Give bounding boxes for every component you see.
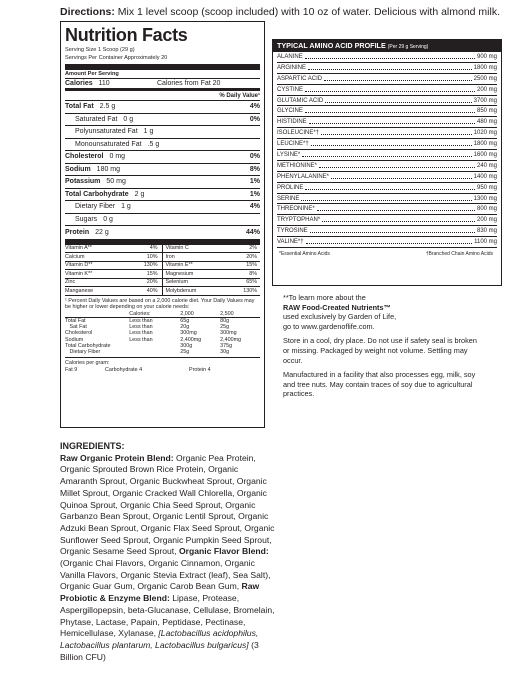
protein-blend-label: Raw Organic Protein Blend: (60, 452, 174, 463)
vitamin-dv: 65% (246, 279, 257, 286)
dv-table-header-cell: Calories: (129, 311, 180, 318)
nutrient-name: Sodium (65, 165, 91, 173)
daily-value-footnote: ¹ Percent Daily Values are based on a 2,000 calorie diet. Your Daily Values may be higher or lower depending on your calorie needs: (65, 297, 255, 311)
nutrient-dv: 0% (249, 153, 260, 161)
nutrient-dv: 1% (249, 178, 260, 186)
vitamin-cell (163, 279, 261, 288)
calories-per-gram (65, 360, 260, 373)
essential-note: *Essential Amino Acids (279, 251, 330, 258)
vitamin-name: Calcium (65, 253, 85, 260)
bcaa-note: †Branched Chain Amino Acids (425, 251, 493, 258)
leader-dots (306, 240, 473, 244)
servings-per-container: Servings Per Container Approximately 20 (65, 55, 168, 61)
amino-row (277, 172, 497, 183)
amino-value: 800 mg (476, 206, 497, 213)
nutrient-amount: 2 g (134, 190, 145, 198)
vitamin-cell (163, 287, 261, 296)
amino-value: 200 mg (476, 86, 497, 93)
nutrient-amount: 50 mg (106, 178, 126, 186)
nutrient-label (65, 191, 144, 198)
leader-dots (310, 229, 475, 233)
amino-name: ALANINE (277, 53, 303, 60)
ingredients-text (60, 453, 275, 664)
vitamin-dv: 130% (243, 287, 257, 294)
dv-table-row (65, 349, 260, 355)
nutrient-row (65, 126, 260, 139)
dv-table-cell: 2,400mg (180, 336, 202, 343)
amino-row (277, 85, 497, 96)
amino-name: PHENYLALANINE* (277, 173, 330, 180)
amino-value: 1020 mg (473, 130, 497, 137)
amino-name: ISOLEUCINE*† (277, 130, 320, 137)
amino-row (277, 117, 497, 128)
dv-table-cell: 30g (220, 348, 230, 355)
nutrient-label (75, 141, 159, 148)
amino-footer (279, 251, 493, 257)
nutrient-name: Polyunsaturated Fat (75, 128, 138, 136)
vitamin-name: Vitamin E** (165, 262, 193, 269)
calories-from-fat: Calories from Fat 20 (157, 80, 221, 87)
amino-name: SERINE (277, 195, 300, 202)
vitamin-dv: 15% (146, 270, 158, 277)
leader-dots (319, 164, 475, 168)
nutrient-label (65, 103, 115, 110)
calories-per-gram-label: Calories per gram: (65, 360, 110, 367)
vitamin-cell (163, 270, 261, 279)
vitamin-name: Vitamin A** (65, 245, 92, 252)
storage-note: Store in a cool, dry place. Do not use if safety seal is broken or missing. Packaged by weight not volume. Settling may occur. (283, 336, 477, 365)
dv-table-cell: Total Carbohydrate (65, 342, 111, 349)
amino-value: 900 mg (476, 53, 497, 60)
amino-name: TRYPTOPHAN* (277, 217, 321, 224)
dv-table-cell: 65g (180, 317, 190, 324)
dv-table-cell: 300g (180, 342, 193, 349)
amino-row (277, 204, 497, 215)
nutrient-row (65, 151, 260, 164)
amino-acid-panel (272, 39, 502, 286)
dv-table-cell (129, 349, 180, 355)
cpg-carb: Carbohydrate 4 (105, 366, 143, 373)
dv-table-cell: Sat Fat (65, 324, 87, 331)
learn-more (283, 293, 483, 331)
vitamin-cell (65, 253, 163, 262)
dv-table-cell: Less than (129, 317, 153, 324)
leader-dots (301, 197, 471, 201)
dv-table-row (65, 317, 260, 324)
nutrient-amount: 180 mg (96, 165, 121, 173)
leader-dots (322, 218, 475, 222)
vitamin-name: Vitamin C (165, 245, 189, 252)
amino-value: 1600 mg (473, 151, 497, 158)
vitamin-dv: 130% (143, 262, 158, 269)
flavor-blend-label: Organic Flavor Blend: (178, 546, 269, 557)
divider (65, 357, 260, 358)
probiotic-cfu: (3 Billion CFU) (60, 639, 259, 662)
allergen-note: Manufactured in a facility that also processes egg, milk, soy and tree nuts. May contain traces of soy due to agricultural practices. (283, 370, 476, 399)
nutrient-amount: 22 g (95, 228, 109, 236)
dv-table-cell: Sodium (65, 336, 84, 343)
nutrient-label (65, 178, 126, 185)
nutrient-row (65, 164, 260, 177)
vitamin-name: Manganese (65, 287, 94, 294)
amino-name: GLUTAMIC ACID (277, 97, 324, 104)
amino-row (277, 52, 497, 63)
amino-row (277, 74, 497, 85)
directions-label: Directions: (60, 6, 115, 18)
dv-table-header-cell: 2,500 (220, 311, 260, 318)
leader-dots (309, 120, 475, 124)
vitamin-grid (65, 245, 260, 296)
nutrient-row (65, 214, 260, 227)
amino-value: 1100 mg (474, 239, 497, 246)
vitamin-dv: 4% (149, 245, 158, 252)
leader-dots (305, 186, 475, 190)
dv-table-header-cell (65, 311, 129, 318)
leader-dots (321, 131, 472, 135)
nutrient-label (65, 153, 125, 160)
vitamin-name: Vitamin D** (65, 262, 93, 269)
nutrient-name: Protein (65, 228, 90, 236)
amino-row (277, 139, 497, 150)
amino-row (277, 237, 497, 248)
amino-name: METHIONINE* (277, 162, 318, 169)
leader-dots (305, 88, 475, 92)
vitamin-dv: 8% (249, 270, 257, 277)
probiotic-cultures: [Lactobacillus acidophilus, Lactobacillus plantarum, Lactobacillus bulgaricus] (60, 628, 259, 650)
nutrient-amount: 0 g (123, 115, 134, 123)
amino-row (277, 183, 497, 194)
amino-value: 950 mg (476, 184, 497, 191)
vitamin-dv: 2% (249, 245, 257, 252)
directions-text: Mix 1 level scoop (scoop included) with 10 oz of water. Delicious with almond milk. (117, 6, 501, 18)
learn-more-brand: RAW Food-Created Nutrients™ (283, 302, 391, 312)
amino-value: 200 mg (476, 217, 497, 224)
dv-table-cell: Less than (129, 330, 153, 337)
probiotic-blend-label: Raw Probiotic & Enzyme Blend: (60, 581, 260, 604)
nutrient-label (75, 203, 131, 210)
daily-value-table (65, 311, 260, 355)
nutrient-name: Potassium (65, 178, 101, 186)
amino-value: 1800 mg (473, 141, 497, 148)
amino-value: 2500 mg (473, 75, 497, 82)
nutrient-name: Dietary Fiber (75, 203, 116, 211)
nutrient-amount: 2.5 g (99, 103, 116, 111)
leader-dots (325, 99, 471, 103)
dv-table-cell: Total Fat (65, 317, 86, 324)
amino-row (277, 161, 497, 172)
amino-value: 240 mg (476, 162, 497, 169)
learn-more-line-1: **To learn more about the (283, 293, 366, 302)
amino-name: VALINE*† (277, 239, 304, 246)
dv-table-cell: 80g (220, 317, 230, 324)
flavor-blend: (Organic Chai Flavors, Organic Cinnamon, Organic Vanilla Flavors, Organic Stevia Extract (leaf), Sea Salt), Organic Guar Gum, Organic Carob Bean Gum, (60, 558, 271, 592)
serving-size: Serving Size 1 Scoop (29 g) (65, 47, 135, 53)
nutrition-facts-title: Nutrition Facts (65, 25, 188, 45)
amino-row (277, 128, 497, 139)
nutrient-amount: 1 g (143, 128, 154, 136)
amino-value: 1800 mg (473, 64, 497, 71)
nutrient-row (65, 114, 260, 127)
nutrient-label (65, 229, 109, 236)
calories-row (65, 79, 260, 91)
learn-more-line-3: go to www.gardenoflife.com. (283, 321, 375, 331)
nutrient-row (65, 176, 260, 189)
nutrient-row (65, 101, 260, 114)
vitamin-dv: 20% (246, 253, 257, 260)
vitamin-name: Zinc (65, 279, 76, 286)
amino-value: 830 mg (476, 228, 497, 235)
vitamin-name: Iron (165, 253, 175, 260)
amino-name: ARGININE (277, 64, 307, 71)
leader-dots (311, 142, 472, 146)
vitamin-cell (65, 270, 163, 279)
vitamin-name: Selenium (165, 279, 188, 286)
learn-more-line-2: used exclusively by Garden of Life, (283, 312, 397, 322)
amino-name: TYROSINE (277, 228, 308, 235)
amount-per-serving: Amount Per Serving (65, 70, 260, 79)
nutrient-row (65, 201, 260, 214)
amino-value: 850 mg (476, 108, 497, 115)
amino-acid-title (273, 40, 501, 52)
vitamin-cell (65, 287, 163, 296)
amino-row (277, 96, 497, 107)
dv-table-cell: 2,400mg (220, 336, 242, 343)
calories-label: Calories (65, 80, 93, 87)
dv-table-cell: 25g (220, 324, 230, 331)
nutrient-dv: 8% (249, 165, 260, 173)
dv-table-cell: 20g (180, 324, 190, 331)
notes-block (283, 293, 483, 404)
vitamin-cell (163, 245, 261, 254)
amino-row (277, 215, 497, 226)
nutrient-name: Sugars (75, 215, 98, 223)
nutrient-name: Monounsaturated Fat (75, 140, 142, 148)
nutrient-dv: 4% (249, 103, 260, 111)
dv-table-cell: Cholesterol (65, 330, 93, 337)
vitamin-cell (163, 262, 261, 271)
amino-name: HISTIDINE (277, 119, 307, 126)
vitamin-name: Molybdenum (165, 287, 197, 294)
calories-cell (65, 80, 157, 87)
dv-table-cell: 300mg (220, 330, 237, 337)
amino-row (277, 106, 497, 117)
directions (60, 6, 500, 19)
nutrient-amount: .5 g (147, 140, 160, 148)
vitamin-cell (163, 253, 261, 262)
leader-dots (324, 77, 472, 81)
amino-name: LEUCINE*† (277, 141, 309, 148)
vitamin-cell (65, 245, 163, 254)
amino-name: LYSINE* (277, 151, 301, 158)
nutrient-amount: 0 g (103, 215, 113, 223)
vitamin-dv: 20% (146, 279, 158, 286)
nutrient-name: Total Carbohydrate (65, 190, 129, 198)
nutrition-facts-panel (60, 21, 265, 428)
amino-name: ASPARTIC ACID (277, 75, 323, 82)
dv-table-cell: Less than (129, 336, 153, 343)
amino-name: PROLINE (277, 184, 304, 191)
dv-table-cell: Less than (129, 324, 153, 331)
amino-value: 1400 mg (473, 173, 497, 180)
nutrient-dv: 44% (245, 228, 260, 236)
leader-dots (305, 55, 475, 59)
dv-table-cell: 375g (220, 342, 233, 349)
amino-row (277, 150, 497, 161)
nutrient-amount: 1 g (121, 203, 131, 211)
nutrient-dv: 1% (249, 190, 260, 198)
nutrient-rows (65, 101, 260, 239)
ingredients-block (60, 441, 275, 663)
vitamin-cell (65, 279, 163, 288)
nutrient-label (75, 128, 153, 135)
daily-value-header: % Daily Value¹ (65, 91, 260, 101)
leader-dots (302, 153, 471, 157)
amino-name: GLYCINE (277, 108, 303, 115)
amino-row (277, 194, 497, 205)
amino-name: CYSTINE (277, 86, 304, 93)
nutrient-row (65, 226, 260, 239)
vitamin-cell (65, 262, 163, 271)
dv-table-cell: Dietary Fiber (65, 348, 101, 355)
dv-table-cell: 25g (180, 348, 190, 355)
nutrient-label (75, 216, 113, 223)
amino-value: 480 mg (476, 119, 497, 126)
ingredients-title: INGREDIENTS: (60, 441, 125, 451)
probiotic-blend: Lipase, Protease, Aspergillopepsin, beta-Glucanase, Cellulase, Bromelain, Phytase, Lactase, Papain, Peptidase, Pectinase, Hemicellulase, Xylanase, (60, 593, 275, 639)
amino-value: 1300 mg (473, 195, 497, 202)
protein-blend: Organic Pea Protein, Organic Sprouted Brown Rice Protein, Organic Amaranth Sprout, Organic Buckwheat Sprout, Organic Millet Sprout, Organic Cracked Wall Chlorella, Organic Quinoa Sprout, Organic Chia Seed Sprout, Organic Garbanzo Bean Sprout, Organic Lentil Sprout, Organic Adzuki Bean Sprout, Organic Flax Seed Sprout, Organic Sunflower Seed Sprout, Organic Pumpkin Seed Sprout, Organic Sesame Seed Sprout, (60, 452, 275, 557)
vitamin-dv: 40% (146, 287, 158, 294)
nutrient-name: Cholesterol (65, 153, 104, 161)
vitamin-name: Magnesium (165, 270, 194, 277)
leader-dots (331, 175, 472, 179)
nutrient-row (65, 139, 260, 152)
nutrient-dv: 0% (249, 115, 260, 123)
nutrient-row (65, 189, 260, 202)
cpg-fat: Fat 9 (65, 366, 78, 373)
amino-value: 3700 mg (473, 97, 497, 104)
dv-table-header (65, 311, 260, 318)
calories-value: 110 (98, 80, 110, 87)
leader-dots (305, 109, 475, 113)
leader-dots (317, 207, 475, 211)
vitamin-name: Vitamin K** (65, 270, 93, 277)
amino-title-note: (Per 29 g Serving) (387, 44, 429, 50)
nutrient-amount: 0 mg (109, 153, 126, 161)
nutrient-label (75, 116, 133, 123)
cpg-protein: Protein 4 (189, 366, 211, 373)
amino-rows (273, 52, 501, 248)
amino-row (277, 226, 497, 237)
leader-dots (308, 66, 472, 70)
amino-title-text: TYPICAL AMINO ACID PROFILE (277, 41, 386, 50)
dv-table-header-cell: 2,000 (180, 311, 220, 318)
nutrient-name: Total Fat (65, 103, 94, 111)
calories-per-gram-values (65, 367, 260, 373)
dv-table-cell: 300mg (180, 330, 197, 337)
vitamin-dv: 15% (246, 262, 257, 269)
amino-name: THREONINE* (277, 206, 315, 213)
amino-row (277, 63, 497, 74)
vitamin-dv: 10% (146, 253, 158, 260)
nutrient-name: Saturated Fat (75, 115, 118, 123)
nutrient-label (65, 166, 120, 173)
nutrient-dv: 4% (249, 203, 260, 211)
